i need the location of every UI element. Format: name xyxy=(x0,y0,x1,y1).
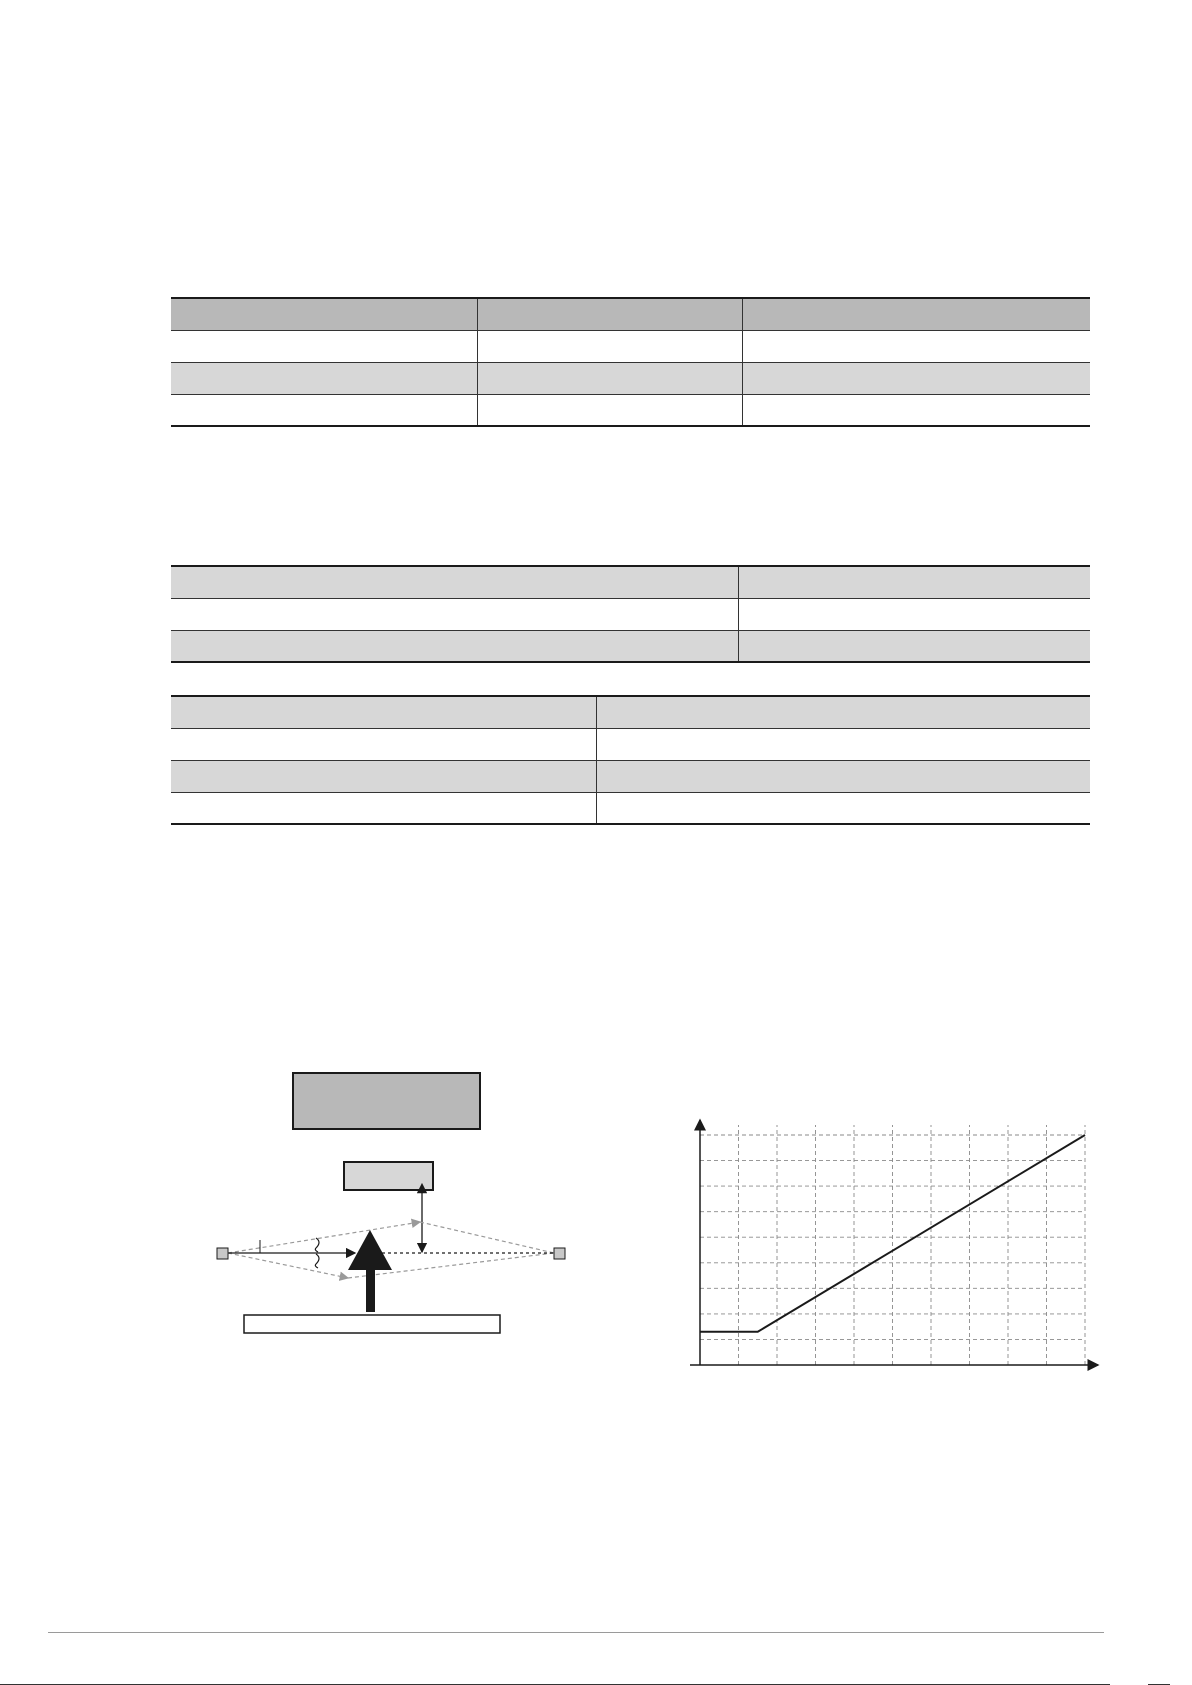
table-cell xyxy=(738,566,1090,598)
table-cell xyxy=(171,630,738,662)
table-cell xyxy=(596,760,1090,792)
table-cell xyxy=(742,330,1090,362)
table-row xyxy=(171,728,1090,760)
table-row xyxy=(171,630,1090,662)
beam-sensor-diagram xyxy=(200,1060,580,1335)
angle-brace-lower xyxy=(315,1254,319,1268)
table-row xyxy=(171,760,1090,792)
table-cell xyxy=(171,298,477,330)
table-cell xyxy=(171,362,477,394)
top-box xyxy=(293,1073,480,1129)
base-plate xyxy=(244,1315,500,1333)
table-header-row xyxy=(171,566,1090,598)
small-box xyxy=(344,1162,433,1190)
spec-table-2 xyxy=(171,565,1090,663)
table-cell xyxy=(171,330,477,362)
table-header-row xyxy=(171,298,1090,330)
angle-brace-upper xyxy=(315,1238,319,1252)
table-cell xyxy=(171,792,596,824)
table-cell xyxy=(171,728,596,760)
table-cell xyxy=(171,696,596,728)
table-header-row xyxy=(171,696,1090,728)
series-line xyxy=(700,1135,1085,1332)
table-cell xyxy=(171,566,738,598)
beam-upper-dashed xyxy=(228,1222,420,1253)
table-cell xyxy=(596,696,1090,728)
spec-table-1 xyxy=(171,297,1090,427)
table-cell xyxy=(742,298,1090,330)
table-row xyxy=(171,362,1090,394)
table-cell xyxy=(596,792,1090,824)
line-chart xyxy=(680,1115,1110,1380)
table-cell xyxy=(171,760,596,792)
table-row xyxy=(171,598,1090,630)
table-cell xyxy=(738,598,1090,630)
table-cell xyxy=(171,598,738,630)
table-row xyxy=(171,330,1090,362)
table-cell xyxy=(171,394,477,426)
table-cell xyxy=(596,728,1090,760)
up-arrow-shaft xyxy=(366,1268,375,1312)
table-cell xyxy=(477,394,742,426)
beam-lower-dashed xyxy=(228,1253,348,1278)
spec-table-3 xyxy=(171,695,1090,825)
table-cell xyxy=(742,394,1090,426)
table-row xyxy=(171,792,1090,824)
table-cell xyxy=(742,362,1090,394)
table-cell xyxy=(477,362,742,394)
chart-grid xyxy=(700,1125,1085,1365)
up-arrow-head xyxy=(348,1230,392,1270)
chart-series-group xyxy=(700,1135,1085,1332)
table-cell xyxy=(738,630,1090,662)
beam-upper-return xyxy=(420,1222,554,1253)
footer-rule xyxy=(48,1632,1104,1633)
table-cell xyxy=(477,330,742,362)
emitter-icon xyxy=(217,1248,228,1259)
table-row xyxy=(171,394,1090,426)
receiver-icon xyxy=(554,1248,565,1259)
table-cell xyxy=(477,298,742,330)
